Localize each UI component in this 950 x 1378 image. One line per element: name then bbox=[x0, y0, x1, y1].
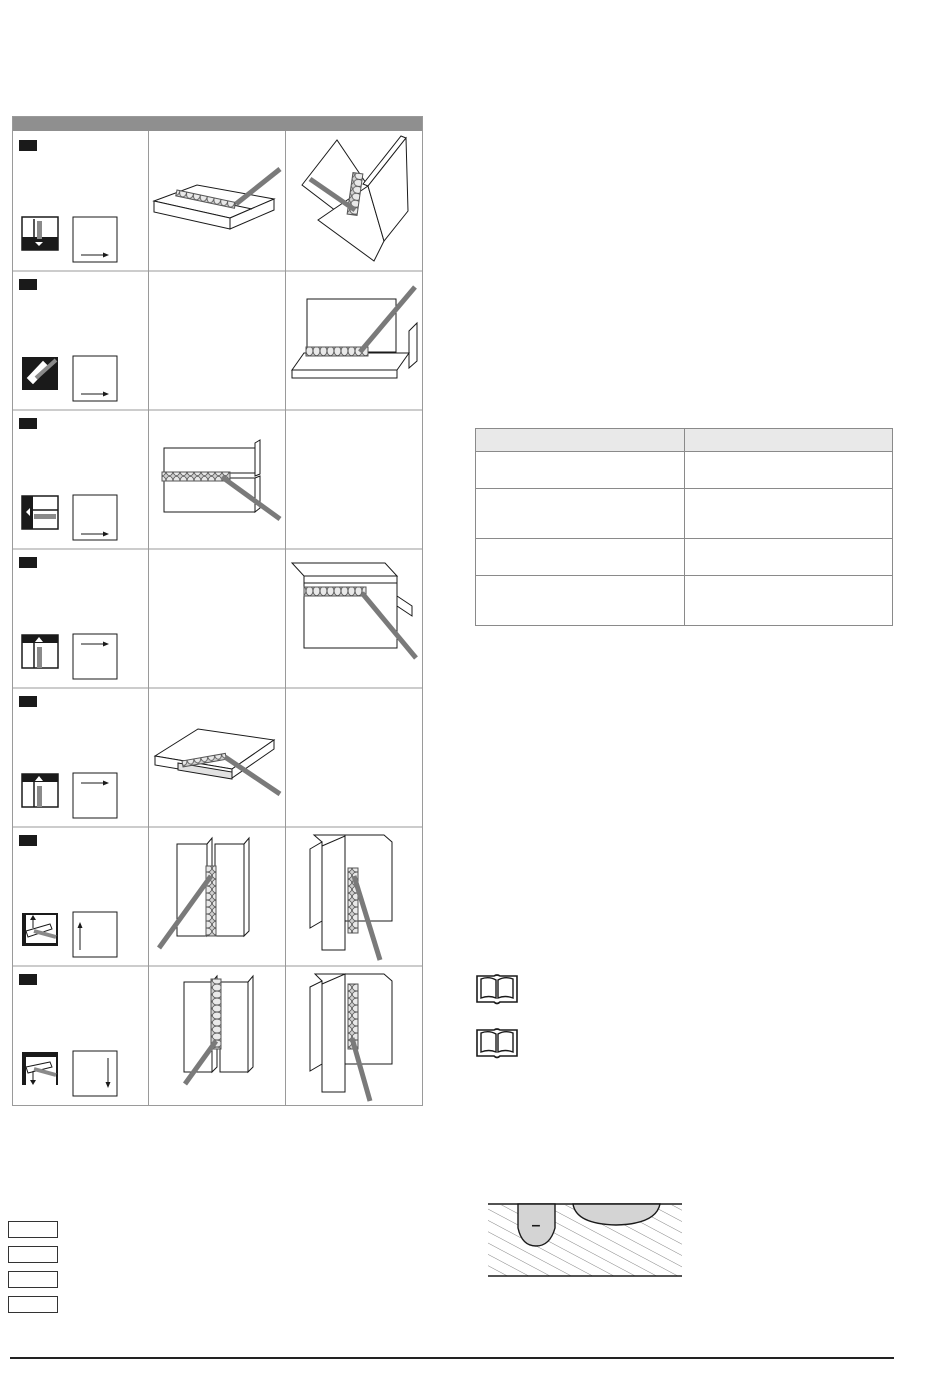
table-cell bbox=[685, 539, 893, 576]
book-icon bbox=[474, 972, 520, 1006]
direction-arrow-down bbox=[73, 1051, 117, 1096]
overhead-butt-weld-illustration bbox=[155, 729, 280, 794]
vertical-down-fillet-weld-illustration bbox=[310, 974, 392, 1101]
legend-box bbox=[8, 1246, 58, 1263]
table-row bbox=[476, 539, 893, 576]
vertical-down-position-icon bbox=[22, 1052, 58, 1085]
overhead-fillet-weld-illustration bbox=[292, 563, 416, 658]
direction-arrow-up bbox=[73, 912, 117, 957]
table-cell bbox=[685, 576, 893, 626]
horizontal-position-icon bbox=[22, 496, 58, 529]
horizontal-overhead-position-icon bbox=[22, 635, 58, 668]
vertical-up-butt-weld-illustration bbox=[159, 838, 249, 948]
vertical-down-butt-weld-illustration bbox=[184, 976, 253, 1084]
position-code-tags bbox=[19, 140, 37, 985]
direction-arrow-right bbox=[73, 634, 117, 679]
welding-positions-table bbox=[12, 116, 423, 1106]
legend-box bbox=[8, 1296, 58, 1313]
legend-box bbox=[8, 1221, 58, 1238]
footer-divider bbox=[10, 1357, 894, 1359]
table-header-bar bbox=[12, 116, 423, 131]
table-cell bbox=[476, 539, 685, 576]
table-row bbox=[476, 452, 893, 489]
table-row bbox=[476, 576, 893, 626]
vertical-up-position-icon bbox=[22, 913, 58, 946]
book-icon bbox=[474, 1026, 520, 1060]
direction-arrow-right bbox=[73, 217, 117, 262]
table-header-cell bbox=[685, 429, 893, 452]
table-cell bbox=[476, 452, 685, 489]
table-header-cell bbox=[476, 429, 685, 452]
table-cell bbox=[685, 452, 893, 489]
direction-arrow-right bbox=[73, 773, 117, 818]
horizontal-vertical-position-icon bbox=[22, 357, 58, 390]
table-cell bbox=[685, 489, 893, 539]
direction-arrow-right bbox=[73, 495, 117, 540]
negative-sign: – bbox=[531, 1217, 541, 1234]
overhead-position-icon bbox=[22, 774, 58, 807]
flat-position-icon bbox=[22, 217, 58, 250]
table-cell bbox=[476, 576, 685, 626]
horizontal-butt-weld-illustration bbox=[162, 440, 280, 519]
vertical-up-fillet-weld-illustration bbox=[310, 835, 392, 960]
table-cell bbox=[476, 489, 685, 539]
flat-butt-weld-illustration bbox=[154, 169, 280, 229]
horizontal-fillet-weld-illustration bbox=[292, 287, 417, 378]
flat-fillet-weld-illustration bbox=[302, 136, 408, 261]
electrode-data-table bbox=[475, 428, 893, 626]
legend-box bbox=[8, 1271, 58, 1288]
direction-arrow-right bbox=[73, 356, 117, 401]
table-row bbox=[476, 489, 893, 539]
weld-cross-section-figure bbox=[488, 1198, 684, 1280]
